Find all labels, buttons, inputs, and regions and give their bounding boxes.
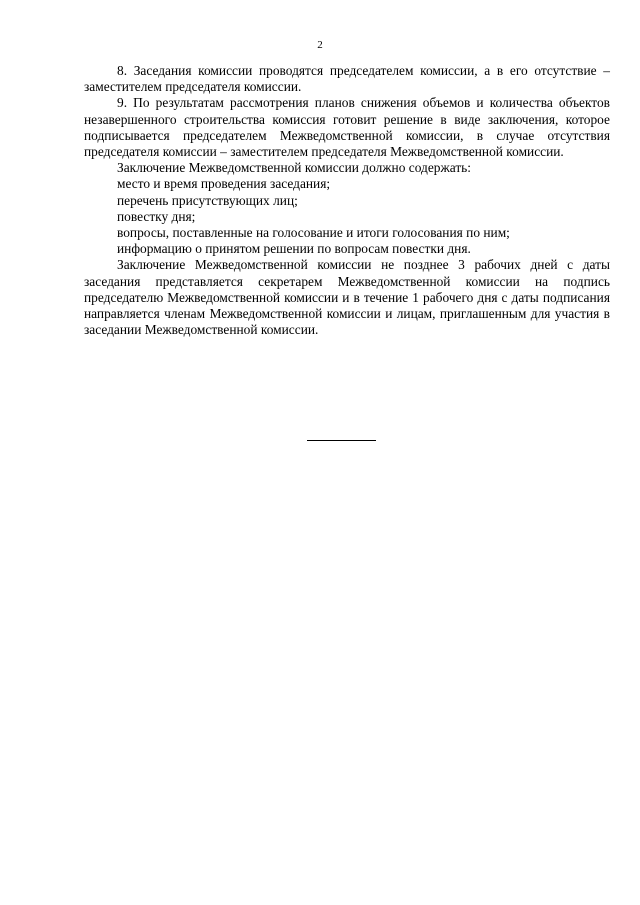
paragraph-8: 8. Заседания комиссии проводятся председателем комиссии, а в его отсутствие – заместителем председателя комиссии. [84, 63, 610, 95]
end-of-document-rule [307, 440, 376, 441]
document-body [84, 63, 610, 338]
conclusion-item-decision: информацию о принятом решении по вопросам повестки дня. [117, 241, 471, 257]
conclusion-item-attendees: перечень присутствующих лиц; [117, 192, 298, 208]
conclusion-item-place-time: место и время проведения заседания; [117, 176, 331, 192]
conclusion-intro: Заключение Межведомственной комиссии должно содержать: [117, 160, 471, 176]
conclusion-item-voting-questions: вопросы, поставленные на голосование и итоги голосования по ним; [117, 225, 510, 241]
conclusion-item-agenda: повестку дня; [117, 208, 196, 224]
page-number: 2 [317, 39, 323, 51]
final-paragraph: Заключение Межведомственной комиссии не позднее 3 рабочих дней с даты заседания представляется секретарем Межведомственной комиссии на подпись председателю Межведомственной комиссии и в течение 1 рабочего дня с даты подписания направляется членам Межведомственной комиссии и лицам, приглашенным для участия в заседании Межведомственной комиссии. [84, 257, 610, 338]
paragraph-9: 9. По результатам рассмотрения планов снижения объемов и количества объектов незавершенного строительства комиссия готовит решение в виде заключения, которое подписывается председателем Межведомственной комиссии, в случае отсутствия председателя комиссии – заместителем председателя Межведомственной комиссии. [84, 95, 610, 160]
